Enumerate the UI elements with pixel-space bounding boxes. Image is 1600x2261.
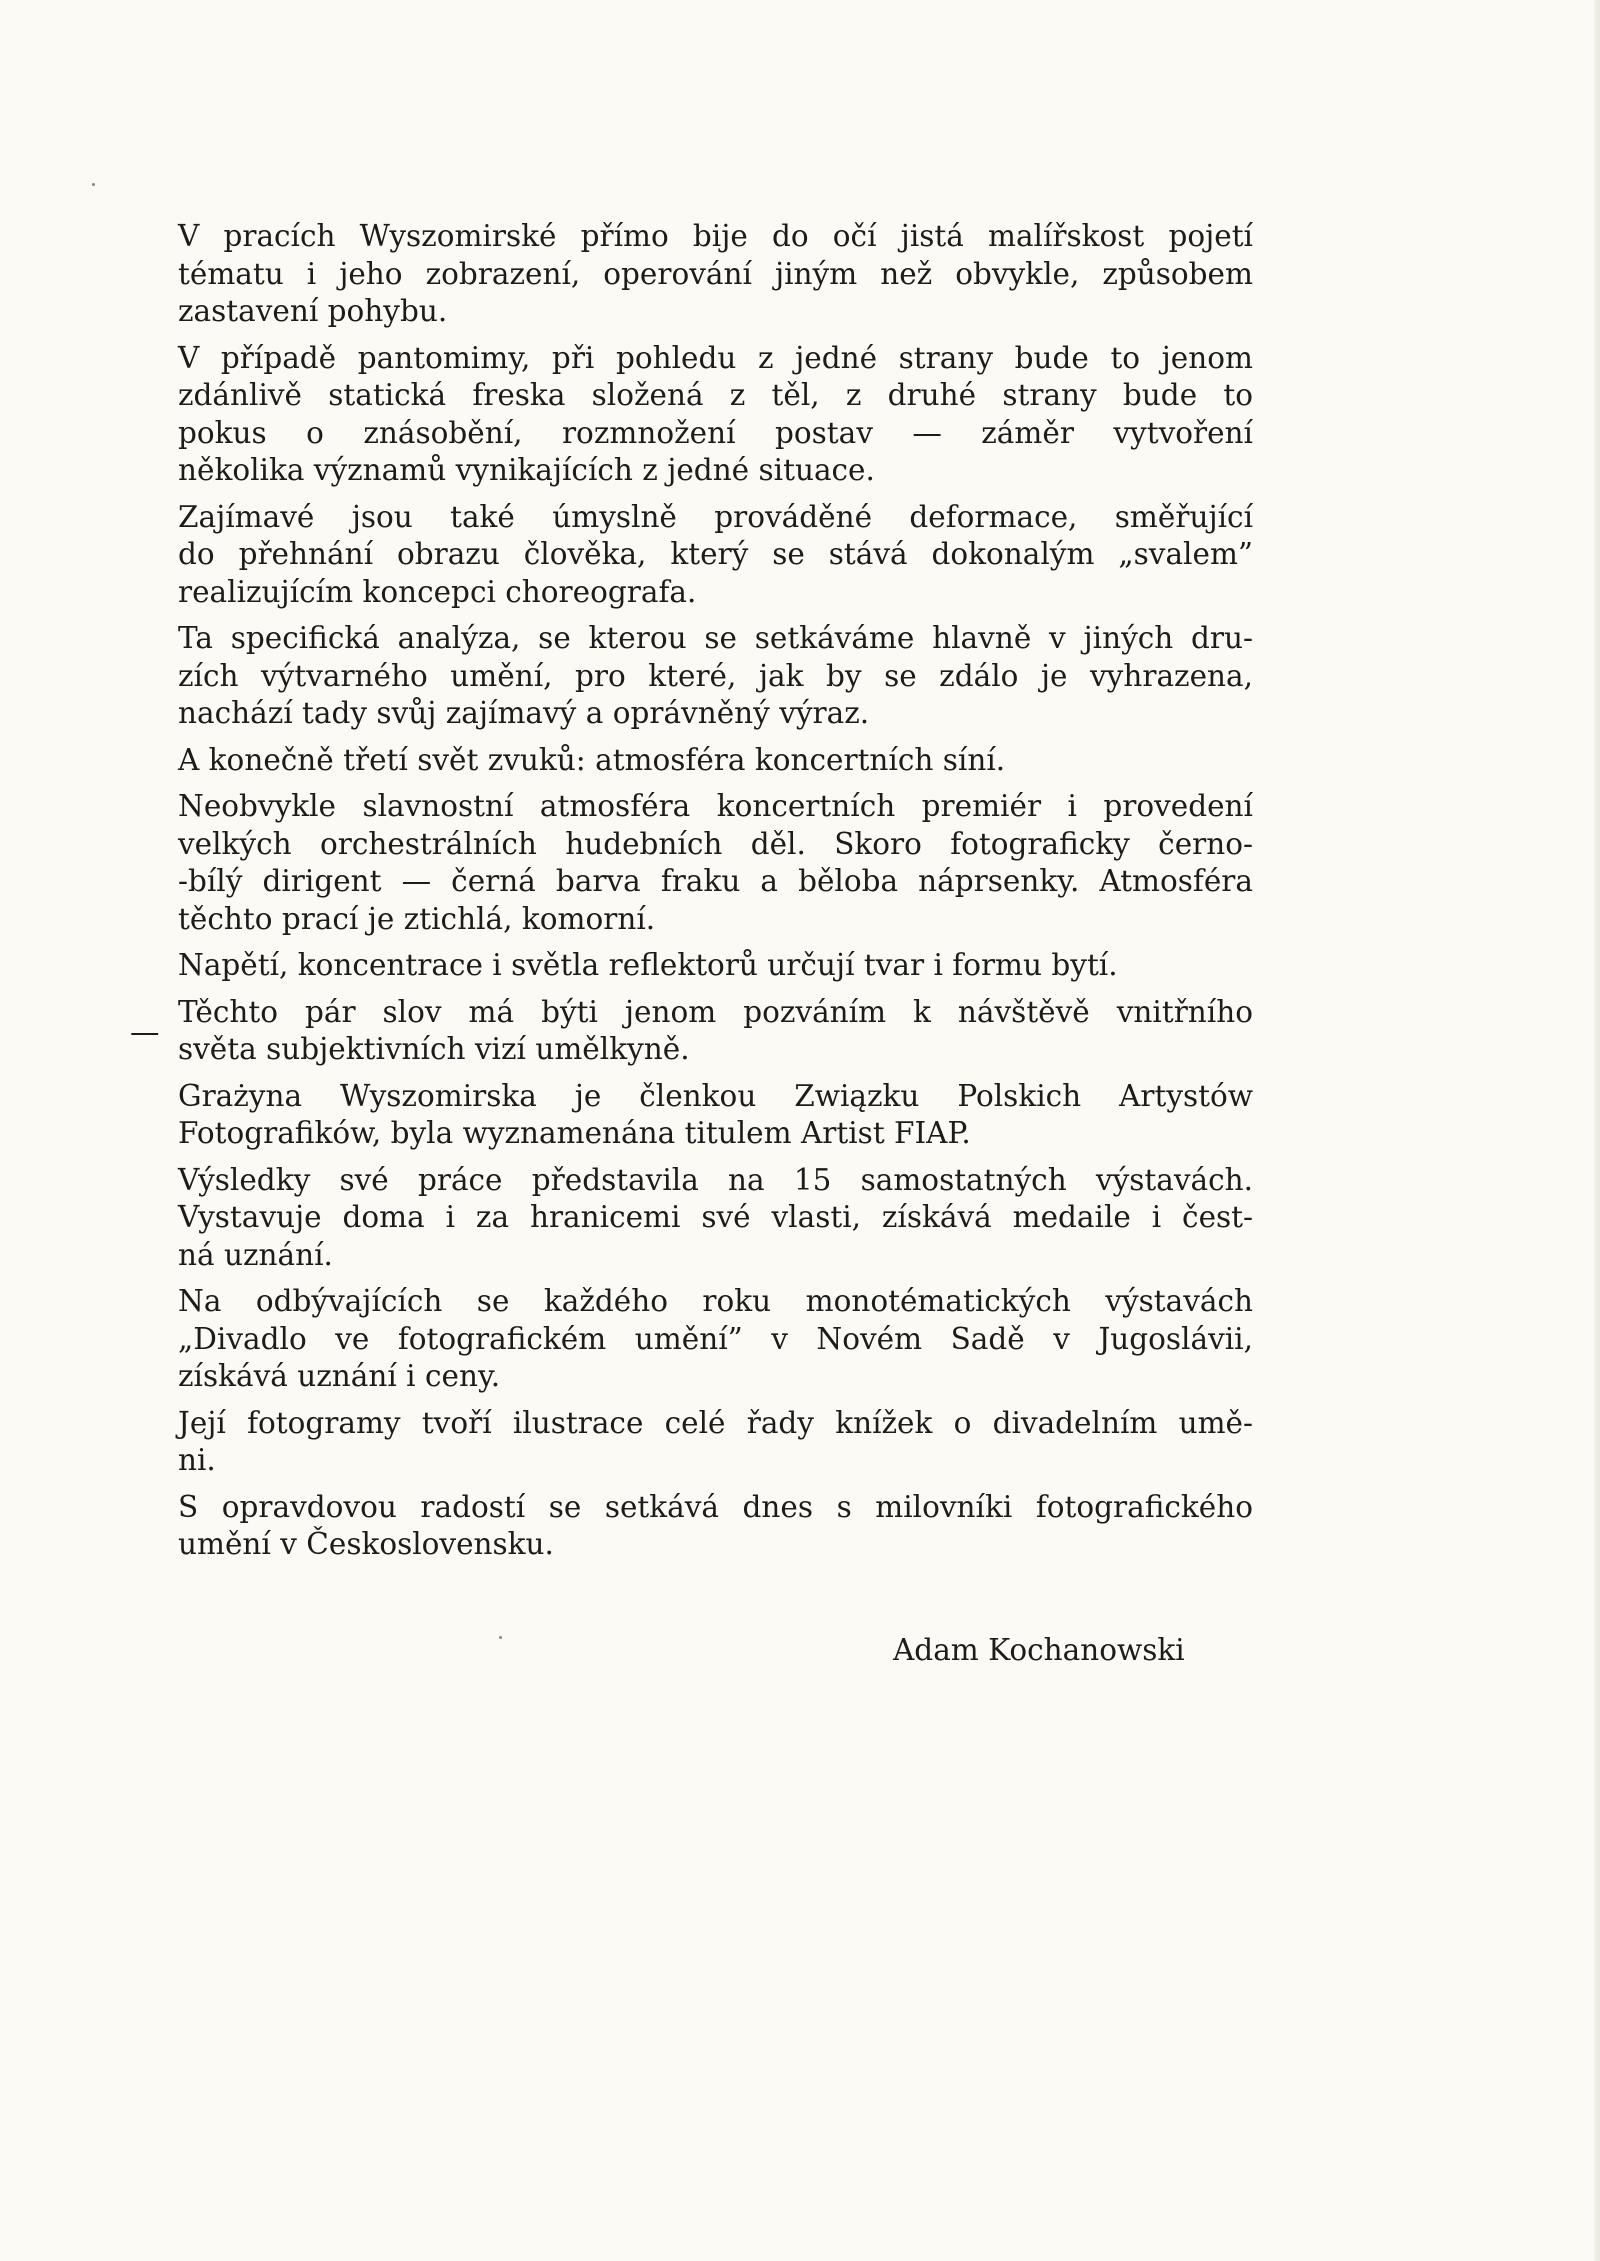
text-line: Zajímavé jsou také úmyslně prováděné deformace, směřující: [178, 499, 1253, 534]
paragraph: [178, 742, 1253, 780]
author-signature: Adam Kochanowski: [893, 1633, 1185, 1667]
paragraph: [178, 1078, 1253, 1153]
text-line: Napětí, koncentrace i světla reflektorů určují tvar i formu bytí.: [178, 948, 1118, 982]
text-line: -bílý dirigent — černá barva fraku a běloba náprsenky. Atmosféra: [178, 864, 1253, 898]
text-line: V případě pantomimy, při pohledu z jedné strany bude to jenom: [178, 340, 1253, 375]
text-line: Ta specifická analýza, se kterou se setkáváme hlavně v jiných dru-: [178, 621, 1253, 655]
text-line: Neobvykle slavnostní atmosféra koncertních premiér i provedení: [178, 789, 1253, 823]
text-line: zastavení pohybu.: [178, 294, 448, 328]
text-line: ni.: [178, 1443, 216, 1477]
text-line: Vystavuje doma i za hranicemi své vlasti, získává medaile i čest-: [178, 1200, 1253, 1234]
text-line: Fotografików, byla wyznamenána titulem Artist FIAP.: [178, 1116, 971, 1150]
text-line: A konečně třetí svět zvuků: atmosféra koncertních síní.: [178, 742, 1006, 777]
paragraph: [178, 499, 1253, 612]
text-line: Na odbývajících se každého roku monotématických výstavách: [178, 1284, 1253, 1318]
text-line: velkých orchestrálních hudebních děl. Skoro fotograficky černo-: [178, 826, 1253, 861]
text-line: Těchto pár slov má býti jenom pozváním k návštěvě vnitřního: [178, 994, 1253, 1029]
paragraph: [178, 1283, 1253, 1396]
text-line: světa subjektivních vizí umělkyně.: [178, 1032, 690, 1066]
text-line: Její fotogramy tvoří ilustrace celé řady knížek o divadelním umě-: [178, 1405, 1253, 1440]
text-line: V pracích Wyszomirské přímo bije do očí jistá malířskost pojetí: [178, 219, 1253, 253]
paragraph: [178, 1405, 1253, 1480]
text-line: „Divadlo ve fotografickém umění” v Novém Sadě v Jugoslávii,: [178, 1321, 1253, 1356]
text-line: získává uznání i ceny.: [178, 1359, 501, 1393]
text-line: Grażyna Wyszomirska je členkou Związku Polskich Artystów: [178, 1078, 1253, 1113]
paragraph: [178, 340, 1253, 490]
text-line: realizujícím koncepci choreografa.: [178, 574, 697, 609]
paragraph: [178, 218, 1253, 331]
paragraph: [178, 1489, 1253, 1564]
text-line: umění v Československu.: [178, 1527, 554, 1561]
paragraph: [178, 994, 1253, 1069]
paragraph: [178, 1162, 1253, 1275]
page-edge: [1594, 0, 1600, 2261]
text-line: těchto prací je ztichlá, komorní.: [178, 901, 656, 936]
margin-dash-mark: —: [130, 1015, 160, 1049]
text-line: do přehnání obrazu člověka, který se stává dokonalým „svalem”: [178, 537, 1253, 571]
paragraph: [178, 620, 1253, 733]
text-line: S opravdovou radostí se setkává dnes s milovníki fotografického: [178, 1489, 1253, 1524]
text-line: několika významů vynikajících z jedné situace.: [178, 453, 875, 487]
paragraph: [178, 788, 1253, 938]
paper-speck: [92, 183, 95, 186]
text-line: pokus o znásobění, rozmnožení postav — záměr vytvoření: [178, 415, 1253, 450]
text-line: ná uznání.: [178, 1237, 333, 1272]
paragraph: [178, 947, 1253, 985]
body-text: [178, 218, 1253, 1573]
text-line: tématu i jeho zobrazení, operování jiným než obvykle, způsobem: [178, 256, 1253, 291]
text-line: zdánlivě statická freska složená z těl, z druhé strany bude to: [178, 378, 1253, 412]
text-line: zích výtvarného umění, pro které, jak by se zdálo je vyhrazena,: [178, 658, 1253, 693]
text-line: nachází tady svůj zajímavý a oprávněný výraz.: [178, 696, 870, 730]
paper-speck: [499, 1636, 502, 1639]
text-line: Výsledky své práce představila na 15 samostatných výstavách.: [178, 1162, 1253, 1197]
